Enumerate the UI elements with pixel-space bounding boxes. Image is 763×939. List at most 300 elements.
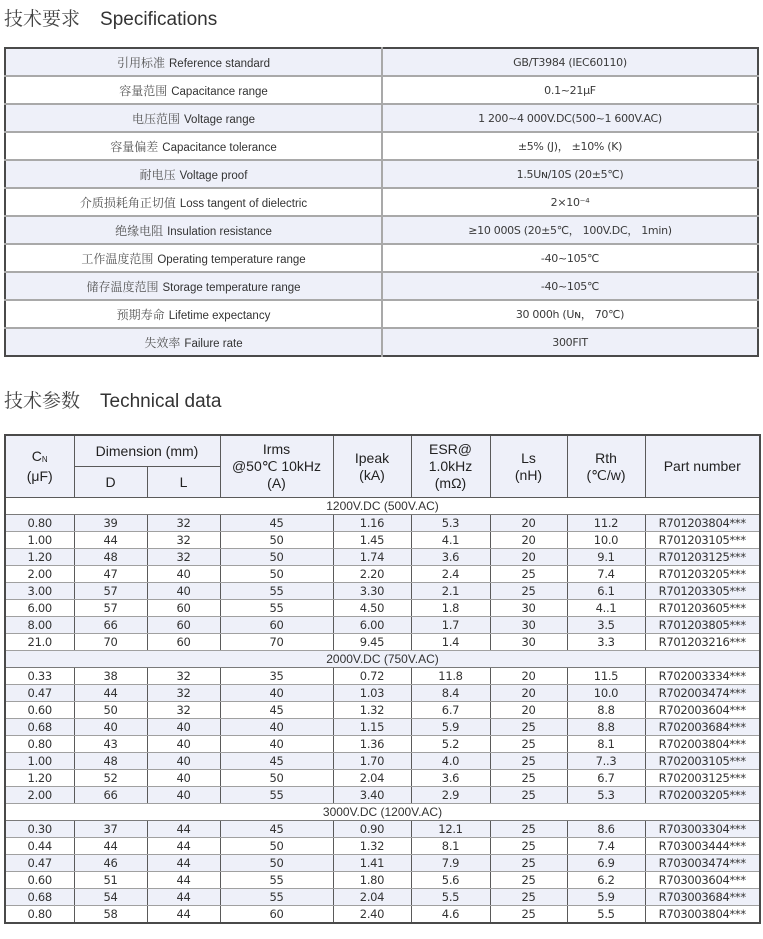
cell-part-number: R703003804***: [645, 906, 760, 924]
cell-rth: 6.1: [567, 583, 645, 600]
spec-label: [5, 160, 382, 188]
spec-label-cn: 绝缘电阻: [115, 223, 164, 238]
cell-esr: 4.6: [411, 906, 490, 924]
cell-dimension-l: 40: [147, 787, 220, 804]
spec-label: [5, 48, 382, 76]
cell-capacitance: 0.68: [5, 719, 74, 736]
spec-label-cn: 工作温度范围: [81, 251, 154, 266]
spec-label: [5, 104, 382, 132]
cell-capacitance: 0.33: [5, 668, 74, 685]
cell-ipeak: 1.41: [333, 855, 411, 872]
spec-label-cn: 容量偏差: [110, 139, 159, 154]
spec-row: [5, 188, 758, 216]
specifications-title-en: Specifications: [100, 9, 218, 30]
cell-irms: 70: [220, 634, 333, 651]
cell-dimension-d: 52: [74, 770, 147, 787]
spec-label: [5, 216, 382, 244]
table-row: [5, 736, 760, 753]
spec-label-en: Loss tangent of dielectric: [179, 197, 308, 210]
technical-data-table: [4, 434, 761, 924]
cell-dimension-l: 32: [147, 702, 220, 719]
cell-ipeak: 2.40: [333, 906, 411, 924]
cell-irms: 50: [220, 566, 333, 583]
cell-esr: 7.9: [411, 855, 490, 872]
cell-capacitance: 0.80: [5, 906, 74, 924]
cell-irms: 40: [220, 719, 333, 736]
cell-ls: 25: [490, 838, 567, 855]
cell-part-number: R702003804***: [645, 736, 760, 753]
cell-esr: 3.6: [411, 770, 490, 787]
voltage-group-row: [5, 651, 760, 668]
cell-dimension-d: 51: [74, 872, 147, 889]
cell-dimension-d: 44: [74, 838, 147, 855]
spec-row: [5, 328, 758, 356]
cell-dimension-d: 47: [74, 566, 147, 583]
cell-capacitance: 2.00: [5, 566, 74, 583]
cell-dimension-d: 50: [74, 702, 147, 719]
cell-ls: 30: [490, 600, 567, 617]
cell-dimension-d: 44: [74, 685, 147, 702]
cell-capacitance: 0.30: [5, 821, 74, 838]
cell-irms: 50: [220, 855, 333, 872]
table-row: [5, 515, 760, 532]
table-row: [5, 889, 760, 906]
spec-row: [5, 272, 758, 300]
header-esr: [411, 435, 490, 498]
cell-rth: 3.3: [567, 634, 645, 651]
cell-capacitance: 21.0: [5, 634, 74, 651]
cell-capacitance: 6.00: [5, 600, 74, 617]
cell-dimension-d: 54: [74, 889, 147, 906]
specifications-title: [4, 4, 217, 31]
cell-irms: 40: [220, 685, 333, 702]
cell-irms: 45: [220, 702, 333, 719]
spec-row: [5, 160, 758, 188]
cell-irms: 50: [220, 532, 333, 549]
cell-ls: 20: [490, 532, 567, 549]
cell-ipeak: 2.20: [333, 566, 411, 583]
cell-dimension-d: 57: [74, 583, 147, 600]
cell-capacitance: 0.60: [5, 872, 74, 889]
cell-part-number: R703003444***: [645, 838, 760, 855]
cell-dimension-d: 48: [74, 549, 147, 566]
spec-label: [5, 300, 382, 328]
cell-capacitance: 1.20: [5, 770, 74, 787]
voltage-group-label: 1200V.DC (500V.AC): [5, 498, 760, 515]
cell-ls: 25: [490, 736, 567, 753]
table-row: [5, 634, 760, 651]
spec-value: 1.5Uɴ/10S (20±5℃): [382, 160, 758, 188]
cell-part-number: R701203216***: [645, 634, 760, 651]
cell-ls: 25: [490, 753, 567, 770]
cell-dimension-d: 40: [74, 719, 147, 736]
cell-irms: 60: [220, 617, 333, 634]
cell-part-number: R703003474***: [645, 855, 760, 872]
spec-label-cn: 引用标准: [116, 55, 165, 70]
cell-esr: 1.4: [411, 634, 490, 651]
cell-rth: 7.4: [567, 838, 645, 855]
header-part-number: Part number: [645, 435, 760, 498]
table-row: [5, 617, 760, 634]
cell-rth: 10.0: [567, 532, 645, 549]
cell-capacitance: 0.47: [5, 685, 74, 702]
cell-irms: 40: [220, 736, 333, 753]
cell-capacitance: 1.00: [5, 753, 74, 770]
cell-part-number: R701203605***: [645, 600, 760, 617]
table-row: [5, 532, 760, 549]
spec-value: ≥10 000S (20±5℃， 100V.DC， 1min): [382, 216, 758, 244]
cell-esr: 1.8: [411, 600, 490, 617]
cell-ipeak: 1.36: [333, 736, 411, 753]
cell-dimension-l: 60: [147, 600, 220, 617]
cell-esr: 8.1: [411, 838, 490, 855]
cell-rth: 4..1: [567, 600, 645, 617]
cell-esr: 5.5: [411, 889, 490, 906]
cell-ipeak: 9.45: [333, 634, 411, 651]
header-cn-subscript: N: [41, 455, 48, 464]
spec-row: [5, 216, 758, 244]
cell-ls: 20: [490, 668, 567, 685]
cell-ipeak: 1.16: [333, 515, 411, 532]
spec-value: ±5% (J)， ±10% (K): [382, 132, 758, 160]
cell-dimension-l: 32: [147, 685, 220, 702]
cell-irms: 50: [220, 838, 333, 855]
header-ipeak-line1: Ipeak: [354, 449, 390, 466]
cell-part-number: R701203125***: [645, 549, 760, 566]
header-ipeak-line2: (kA): [359, 466, 385, 483]
technical-data-title: [4, 386, 221, 413]
cell-dimension-l: 44: [147, 906, 220, 924]
cell-part-number: R702003105***: [645, 753, 760, 770]
cell-irms: 60: [220, 906, 333, 924]
voltage-group-label: 2000V.DC (750V.AC): [5, 651, 760, 668]
table-row: [5, 719, 760, 736]
cell-dimension-l: 40: [147, 753, 220, 770]
cell-ipeak: 6.00: [333, 617, 411, 634]
cell-esr: 2.9: [411, 787, 490, 804]
cell-ls: 25: [490, 889, 567, 906]
spec-label-en: Capacitance range: [171, 85, 268, 98]
cell-ls: 25: [490, 906, 567, 924]
spec-value: 30 000h (Uɴ， 70℃): [382, 300, 758, 328]
spec-label-cn: 预期寿命: [116, 307, 165, 322]
cell-ipeak: 0.72: [333, 668, 411, 685]
cell-rth: 9.1: [567, 549, 645, 566]
cell-part-number: R702003604***: [645, 702, 760, 719]
cell-dimension-d: 46: [74, 855, 147, 872]
voltage-group-row: [5, 498, 760, 515]
cell-part-number: R701203205***: [645, 566, 760, 583]
cell-capacitance: 8.00: [5, 617, 74, 634]
cell-dimension-l: 60: [147, 634, 220, 651]
cell-dimension-d: 44: [74, 532, 147, 549]
cell-dimension-l: 44: [147, 838, 220, 855]
cell-ls: 30: [490, 617, 567, 634]
spec-value: GB/T3984 (IEC60110): [382, 48, 758, 76]
table-row: [5, 668, 760, 685]
cell-rth: 7..3: [567, 753, 645, 770]
cell-ls: 25: [490, 583, 567, 600]
header-rth-line1: Rth: [595, 449, 617, 466]
spec-label-cn: 介质损耗角正切值: [79, 195, 176, 210]
header-irms-line3: (A): [267, 475, 286, 491]
spec-label-cn: 失效率: [144, 335, 181, 350]
cell-ipeak: 3.30: [333, 583, 411, 600]
spec-row: [5, 132, 758, 160]
cell-rth: 11.5: [567, 668, 645, 685]
spec-label-en: Lifetime expectancy: [168, 309, 271, 322]
spec-label: [5, 132, 382, 160]
header-irms-line2: @50℃ 10kHz: [231, 458, 322, 474]
spec-value: 300FIT: [382, 328, 758, 356]
cell-irms: 55: [220, 787, 333, 804]
cell-dimension-d: 66: [74, 787, 147, 804]
cell-irms: 45: [220, 515, 333, 532]
header-cn-symbol: C: [31, 448, 42, 464]
header-dimension: Dimension (mm): [74, 435, 220, 467]
cell-irms: 55: [220, 872, 333, 889]
cell-esr: 2.1: [411, 583, 490, 600]
table-row: [5, 821, 760, 838]
cell-rth: 3.5: [567, 617, 645, 634]
cell-irms: 45: [220, 753, 333, 770]
cell-rth: 5.3: [567, 787, 645, 804]
cell-esr: 4.0: [411, 753, 490, 770]
cell-irms: 45: [220, 821, 333, 838]
cell-dimension-d: 58: [74, 906, 147, 924]
cell-esr: 5.9: [411, 719, 490, 736]
cell-rth: 8.8: [567, 702, 645, 719]
cell-dimension-l: 44: [147, 855, 220, 872]
cell-ipeak: 1.15: [333, 719, 411, 736]
cell-rth: 8.6: [567, 821, 645, 838]
cell-capacitance: 1.20: [5, 549, 74, 566]
spec-label: [5, 188, 382, 216]
cell-irms: 50: [220, 770, 333, 787]
header-rth: [567, 435, 645, 498]
specifications-table: [4, 47, 759, 357]
cell-dimension-l: 40: [147, 719, 220, 736]
spec-label-cn: 容量范围: [119, 83, 168, 98]
cell-ls: 30: [490, 634, 567, 651]
cell-dimension-d: 37: [74, 821, 147, 838]
cell-dimension-d: 70: [74, 634, 147, 651]
header-irms: [220, 435, 333, 498]
cell-dimension-d: 66: [74, 617, 147, 634]
cell-ls: 25: [490, 770, 567, 787]
cell-capacitance: 0.47: [5, 855, 74, 872]
cell-rth: 8.1: [567, 736, 645, 753]
cell-ipeak: 1.03: [333, 685, 411, 702]
cell-dimension-l: 44: [147, 889, 220, 906]
spec-label: [5, 244, 382, 272]
table-row: [5, 566, 760, 583]
cell-capacitance: 0.60: [5, 702, 74, 719]
cell-capacitance: 0.68: [5, 889, 74, 906]
table-row: [5, 906, 760, 924]
cell-ls: 25: [490, 719, 567, 736]
spec-row: [5, 104, 758, 132]
cell-ipeak: 2.04: [333, 770, 411, 787]
header-dimension-l: L: [147, 467, 220, 498]
cell-esr: 6.7: [411, 702, 490, 719]
header-ls-line1: Ls: [521, 449, 536, 466]
cell-ipeak: 1.74: [333, 549, 411, 566]
cell-part-number: R702003684***: [645, 719, 760, 736]
cell-capacitance: 2.00: [5, 787, 74, 804]
header-rth-line2: (℃/w): [586, 466, 626, 483]
cell-dimension-l: 44: [147, 872, 220, 889]
cell-capacitance: 3.00: [5, 583, 74, 600]
table-row: [5, 855, 760, 872]
header-ls-line2: (nH): [514, 466, 543, 483]
cell-dimension-l: 40: [147, 736, 220, 753]
cell-part-number: R703003604***: [645, 872, 760, 889]
cell-esr: 8.4: [411, 685, 490, 702]
cell-esr: 2.4: [411, 566, 490, 583]
cell-rth: 7.4: [567, 566, 645, 583]
cell-rth: 5.9: [567, 889, 645, 906]
cell-dimension-l: 32: [147, 668, 220, 685]
voltage-group-label: 3000V.DC (1200V.AC): [5, 804, 760, 821]
table-row: [5, 685, 760, 702]
cell-esr: 11.8: [411, 668, 490, 685]
voltage-group-row: [5, 804, 760, 821]
spec-value: 1 200~4 000V.DC(500~1 600V.AC): [382, 104, 758, 132]
cell-dimension-d: 39: [74, 515, 147, 532]
cell-ipeak: 1.32: [333, 838, 411, 855]
cell-dimension-l: 32: [147, 549, 220, 566]
cell-ipeak: 3.40: [333, 787, 411, 804]
cell-part-number: R701203105***: [645, 532, 760, 549]
cell-ipeak: 4.50: [333, 600, 411, 617]
header-ls: [490, 435, 567, 498]
cell-ls: 25: [490, 872, 567, 889]
cell-dimension-l: 44: [147, 821, 220, 838]
cell-dimension-l: 40: [147, 566, 220, 583]
spec-label-en: Voltage proof: [179, 169, 248, 182]
spec-value: 0.1~21μF: [382, 76, 758, 104]
cell-dimension-l: 60: [147, 617, 220, 634]
cell-rth: 8.8: [567, 719, 645, 736]
cell-dimension-d: 38: [74, 668, 147, 685]
table-row: [5, 600, 760, 617]
cell-dimension-l: 40: [147, 770, 220, 787]
cell-ipeak: 0.90: [333, 821, 411, 838]
spec-label: [5, 76, 382, 104]
table-row: [5, 787, 760, 804]
cell-dimension-l: 32: [147, 515, 220, 532]
spec-label: [5, 272, 382, 300]
cell-esr: 5.3: [411, 515, 490, 532]
header-ipeak: [333, 435, 411, 498]
table-row: [5, 702, 760, 719]
cell-ipeak: 2.04: [333, 889, 411, 906]
header-irms-line1: Irms: [262, 441, 291, 457]
spec-row: [5, 48, 758, 76]
cell-ls: 20: [490, 515, 567, 532]
spec-label-en: Insulation resistance: [167, 225, 272, 238]
cell-ls: 25: [490, 855, 567, 872]
cell-capacitance: 0.44: [5, 838, 74, 855]
cell-ipeak: 1.70: [333, 753, 411, 770]
spec-label-en: Storage temperature range: [162, 281, 301, 294]
header-capacitance: [5, 435, 74, 498]
spec-value: -40~105℃: [382, 244, 758, 272]
spec-label-en: Capacitance tolerance: [162, 141, 277, 154]
cell-dimension-d: 48: [74, 753, 147, 770]
cell-part-number: R702003125***: [645, 770, 760, 787]
table-row: [5, 549, 760, 566]
cell-part-number: R701203804***: [645, 515, 760, 532]
header-cn-unit: (μF): [26, 468, 53, 484]
cell-capacitance: 0.80: [5, 515, 74, 532]
cell-rth: 6.9: [567, 855, 645, 872]
cell-ipeak: 1.80: [333, 872, 411, 889]
cell-esr: 12.1: [411, 821, 490, 838]
cell-esr: 5.2: [411, 736, 490, 753]
cell-esr: 5.6: [411, 872, 490, 889]
cell-irms: 35: [220, 668, 333, 685]
cell-part-number: R702003474***: [645, 685, 760, 702]
spec-row: [5, 244, 758, 272]
cell-dimension-l: 40: [147, 583, 220, 600]
table-row: [5, 770, 760, 787]
cell-part-number: R701203805***: [645, 617, 760, 634]
technical-data-title-en: Technical data: [100, 391, 222, 412]
cell-irms: 55: [220, 600, 333, 617]
spec-value: 2×10⁻⁴: [382, 188, 758, 216]
spec-label-en: Voltage range: [184, 113, 255, 126]
cell-dimension-d: 57: [74, 600, 147, 617]
cell-irms: 55: [220, 583, 333, 600]
cell-part-number: R702003334***: [645, 668, 760, 685]
cell-part-number: R703003304***: [645, 821, 760, 838]
spec-label-en: Operating temperature range: [157, 253, 306, 266]
spec-label-cn: 耐电压: [139, 167, 176, 182]
spec-label-cn: 储存温度范围: [86, 279, 159, 294]
cell-ls: 20: [490, 702, 567, 719]
spec-label-en: Failure rate: [184, 337, 243, 350]
cell-ipeak: 1.32: [333, 702, 411, 719]
spec-label-cn: 电压范围: [132, 111, 181, 126]
cell-capacitance: 1.00: [5, 532, 74, 549]
cell-ipeak: 1.45: [333, 532, 411, 549]
cell-part-number: R701203305***: [645, 583, 760, 600]
header-esr-line2: 1.0kHz: [428, 458, 473, 474]
cell-rth: 6.2: [567, 872, 645, 889]
cell-irms: 50: [220, 549, 333, 566]
header-esr-line3: (mΩ): [434, 475, 467, 491]
cell-ls: 25: [490, 821, 567, 838]
cell-rth: 11.2: [567, 515, 645, 532]
table-row: [5, 753, 760, 770]
cell-ls: 25: [490, 787, 567, 804]
spec-row: [5, 300, 758, 328]
spec-label-en: Reference standard: [169, 57, 271, 70]
cell-part-number: R702003205***: [645, 787, 760, 804]
cell-ls: 20: [490, 685, 567, 702]
header-esr-line1: ESR@: [429, 441, 472, 457]
cell-ls: 20: [490, 549, 567, 566]
header-dimension-d: D: [74, 467, 147, 498]
spec-label: [5, 328, 382, 356]
cell-ls: 25: [490, 566, 567, 583]
cell-esr: 3.6: [411, 549, 490, 566]
table-row: [5, 583, 760, 600]
cell-part-number: R703003684***: [645, 889, 760, 906]
cell-dimension-d: 43: [74, 736, 147, 753]
